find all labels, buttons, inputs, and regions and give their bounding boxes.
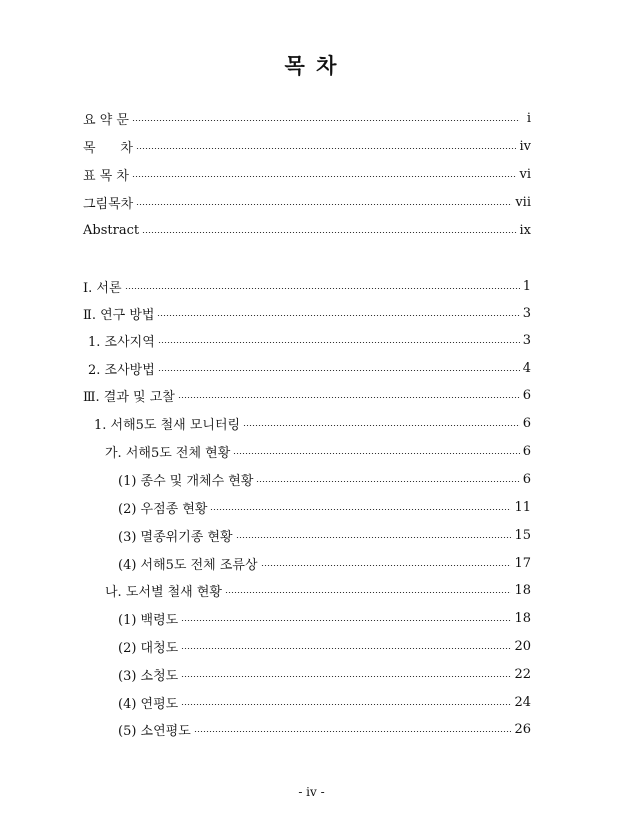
dot-leader [181, 676, 511, 677]
toc-entry[interactable] [0, 413, 623, 433]
toc-entry[interactable] [0, 469, 623, 489]
toc-entry-page: 22 [514, 666, 531, 682]
toc-entry-page: vii [515, 194, 531, 210]
dot-leader [225, 592, 511, 593]
dot-leader [194, 731, 512, 732]
dot-leader [125, 288, 520, 289]
toc-entry-label: Ⅱ. 연구 방법 [83, 307, 155, 323]
toc-entry[interactable] [0, 664, 623, 684]
dot-leader [157, 315, 519, 316]
toc-entry-label: (4) 연평도 [118, 696, 179, 712]
toc-entry[interactable] [0, 108, 623, 128]
dot-leader [181, 704, 511, 705]
toc-entry-label: 요 약 문 [83, 112, 129, 128]
dot-leader [233, 453, 519, 454]
toc-entry[interactable] [0, 303, 623, 323]
toc-entry-label: (4) 서해5도 전체 조류상 [118, 557, 258, 573]
dot-leader [158, 342, 520, 343]
toc-entry-page: 20 [514, 638, 531, 654]
toc-entry[interactable] [0, 164, 623, 184]
toc-entry-page: ix [519, 222, 531, 238]
toc-entry[interactable] [0, 580, 623, 600]
toc-entry-page: 6 [522, 443, 531, 459]
toc-entry[interactable] [0, 636, 623, 656]
page-number-footer: - iv - [298, 785, 325, 799]
toc-entry-label: 나. 도서별 철새 현황 [105, 584, 222, 600]
toc-entry-label: 그림목차 [83, 196, 134, 212]
toc-entry[interactable] [0, 136, 623, 156]
toc-entry-page: 18 [514, 582, 531, 598]
toc-entry-page: 1 [522, 278, 531, 294]
toc-entry-label: (3) 소청도 [118, 668, 179, 684]
toc-entry-label: (2) 대청도 [118, 640, 179, 656]
toc-entry[interactable] [0, 441, 623, 461]
dot-leader [136, 148, 517, 149]
toc-entry-label: (2) 우점종 현황 [118, 501, 208, 517]
toc-entry-page: 18 [514, 610, 531, 626]
toc-entry-label: (3) 멸종위기종 현황 [118, 529, 233, 545]
toc-entry[interactable] [0, 220, 623, 240]
dot-leader [136, 204, 512, 205]
dot-leader [132, 120, 520, 121]
toc-entry-label: 1. 서해5도 철새 모니터링 [94, 417, 241, 433]
toc-entry-label: (1) 종수 및 개체수 현황 [118, 473, 254, 489]
toc-entry-label: 1. 조사지역 [88, 334, 155, 350]
toc-entry-page: 4 [522, 360, 531, 376]
dot-leader [158, 370, 520, 371]
dot-leader [236, 537, 512, 538]
toc-entry[interactable] [0, 553, 623, 573]
toc-entry[interactable] [0, 192, 623, 212]
toc-entry[interactable] [0, 330, 623, 350]
page-title: 목 차 [284, 53, 339, 78]
dot-leader [256, 481, 519, 482]
toc-entry-label: (1) 백령도 [118, 612, 179, 628]
dot-leader [142, 232, 516, 233]
toc-entry-page: 11 [514, 499, 531, 515]
toc-entry-label: (5) 소연평도 [118, 723, 191, 739]
toc-entry[interactable] [0, 719, 623, 739]
toc-entry-label: Ⅰ. 서론 [83, 280, 122, 296]
toc-entry[interactable] [0, 608, 623, 628]
toc-entry-page: 15 [514, 527, 531, 543]
toc-entry-page: 6 [522, 471, 531, 487]
toc-entry-page: i [526, 110, 531, 126]
toc-entry-page: iv [519, 138, 531, 154]
toc-entry-label: 표 목 차 [83, 168, 129, 184]
toc-entry-label: Abstract [83, 222, 140, 238]
toc-entry-label: 목 차 [83, 140, 133, 156]
dot-leader [178, 397, 520, 398]
toc-entry[interactable] [0, 276, 623, 296]
toc-entry-label: 가. 서해5도 전체 현황 [105, 445, 231, 461]
toc-entry-label: Ⅲ. 결과 및 고찰 [83, 389, 175, 405]
toc-entry[interactable] [0, 497, 623, 517]
toc-entry-page: 24 [514, 694, 531, 710]
dot-leader [181, 648, 511, 649]
toc-entry[interactable] [0, 385, 623, 405]
toc-entry-page: 3 [522, 305, 531, 321]
toc-entry-page: 26 [514, 721, 531, 737]
toc-entry-page: vi [519, 166, 531, 182]
toc-entry-page: 6 [522, 387, 531, 403]
dot-leader [181, 620, 511, 621]
toc-entry-page: 3 [522, 332, 531, 348]
toc-entry[interactable] [0, 358, 623, 378]
dot-leader [210, 509, 511, 510]
dot-leader [132, 176, 517, 177]
dot-leader [261, 565, 512, 566]
toc-entry-page: 17 [514, 555, 531, 571]
toc-entry[interactable] [0, 692, 623, 712]
toc-entry[interactable] [0, 525, 623, 545]
dot-leader [243, 425, 520, 426]
toc-entry-page: 6 [522, 415, 531, 431]
toc-entry-label: 2. 조사방법 [88, 362, 155, 378]
